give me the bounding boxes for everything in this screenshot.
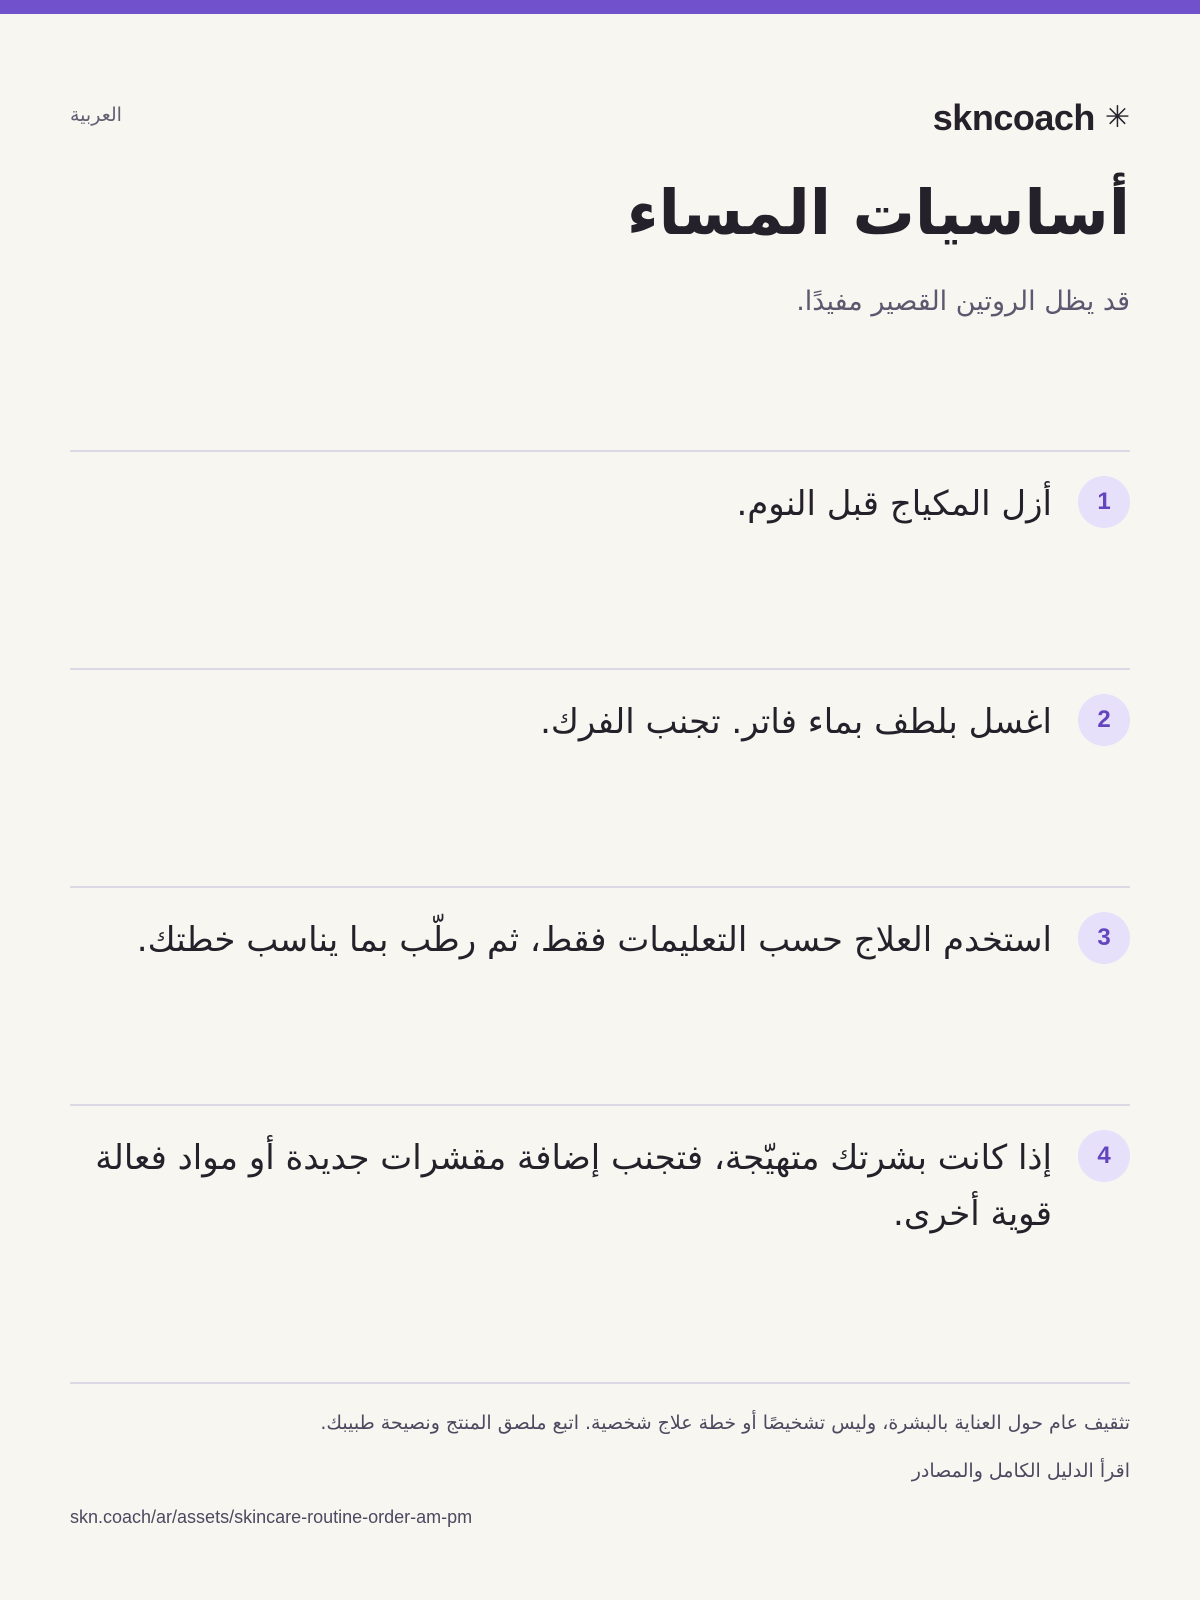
- full-guide-link[interactable]: اقرأ الدليل الكامل والمصادر: [911, 1460, 1130, 1482]
- language-switch-link[interactable]: العربية: [70, 104, 122, 126]
- step-text: اغسل بلطف بماء فاتر. تجنب الفرك.: [540, 702, 1052, 742]
- step-item: [70, 668, 1130, 886]
- step-item: [70, 450, 1130, 668]
- step-number-badge: 4: [1078, 1130, 1130, 1182]
- brand-logo[interactable]: [933, 88, 1130, 148]
- brand-name: skncoach: [932, 97, 1095, 138]
- disclaimer-text: تثقيف عام حول العناية بالبشرة، وليس تشخيصًا أو خطة علاج شخصية. اتبع ملصق المنتج ونصيحة طبيبك.: [320, 1412, 1130, 1434]
- page: [0, 14, 1200, 1600]
- page-subtitle: قد يظل الروتين القصير مفيدًا.: [796, 286, 1130, 317]
- top-accent-bar: [0, 0, 1200, 14]
- step-number-badge: 1: [1078, 476, 1130, 528]
- source-url: skn.coach/ar/assets/skincare-routine-order-am-pm: [70, 1507, 473, 1527]
- footer: [70, 1382, 1130, 1527]
- steps-list: [70, 450, 1130, 1322]
- step-text: إذا كانت بشرتك متهيّجة، فتجنب إضافة مقشرات جديدة أو مواد فعالة قوية أخرى.: [95, 1138, 1052, 1234]
- step-number-badge: 3: [1078, 912, 1130, 964]
- step-item: [70, 886, 1130, 1104]
- page-title: أساسيات المساء: [626, 176, 1130, 249]
- step-text: استخدم العلاج حسب التعليمات فقط، ثم رطّب بما يناسب خطتك.: [136, 920, 1052, 960]
- step-item: [70, 1104, 1130, 1322]
- asterisk-icon: ✳: [1104, 100, 1130, 135]
- step-text: أزل المكياج قبل النوم.: [736, 484, 1052, 524]
- step-number-badge: 2: [1078, 694, 1130, 746]
